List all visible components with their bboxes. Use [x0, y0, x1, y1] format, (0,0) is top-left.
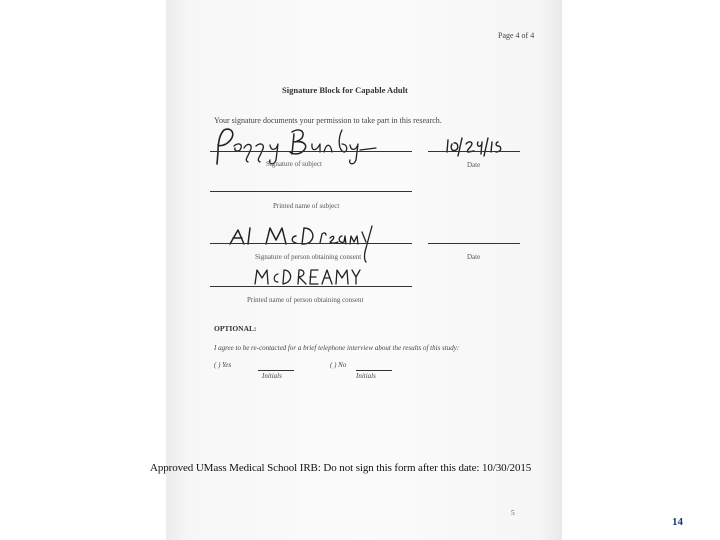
consenter-printed-name-handwritten: [252, 266, 362, 286]
no-initials-line: [356, 370, 392, 371]
irb-approval-notice: Approved UMass Medical School IRB: Do not sign this form after this date: 10/30/2015: [150, 462, 532, 474]
slide-number: 14: [672, 516, 683, 528]
date-label-consenter: Date: [467, 253, 481, 261]
subject-date-line: [428, 151, 520, 152]
recontact-question: I agree to be re-contacted for a brief telephone interview about the results of this study:: [214, 344, 460, 352]
page-header: Page 4 of 4: [498, 31, 535, 40]
printed-name-of-person-obtaining-consent-label: Printed name of person obtaining consent: [247, 296, 364, 304]
scanned-consent-form: [166, 0, 562, 540]
subject-date-handwritten: [444, 134, 524, 160]
form-page-number: 5: [511, 508, 515, 517]
consenter-signature-line: [210, 243, 412, 244]
printed-name-subject-line: [210, 191, 412, 192]
subject-signature-line: [210, 151, 412, 152]
consent-statement: Your signature documents your permission to take part in this research.: [214, 116, 442, 125]
printed-name-consenter-line: [210, 286, 412, 287]
signature-of-subject-label: Signature of subject: [266, 160, 322, 168]
printed-name-of-subject-label: Printed name of subject: [273, 202, 340, 210]
yes-initials-line: [258, 370, 294, 371]
optional-heading: OPTIONAL:: [214, 324, 257, 333]
consenter-date-line: [428, 243, 520, 244]
no-initials-label: Initials: [356, 372, 376, 380]
yes-option: ( ) Yes: [214, 361, 232, 369]
date-label-subject: Date: [467, 161, 481, 169]
signature-of-person-obtaining-consent-label: Signature of person obtaining consent: [255, 253, 362, 261]
yes-initials-label: Initials: [262, 372, 282, 380]
no-option: ( ) No: [330, 361, 347, 369]
form-title: Signature Block for Capable Adult: [282, 85, 408, 95]
